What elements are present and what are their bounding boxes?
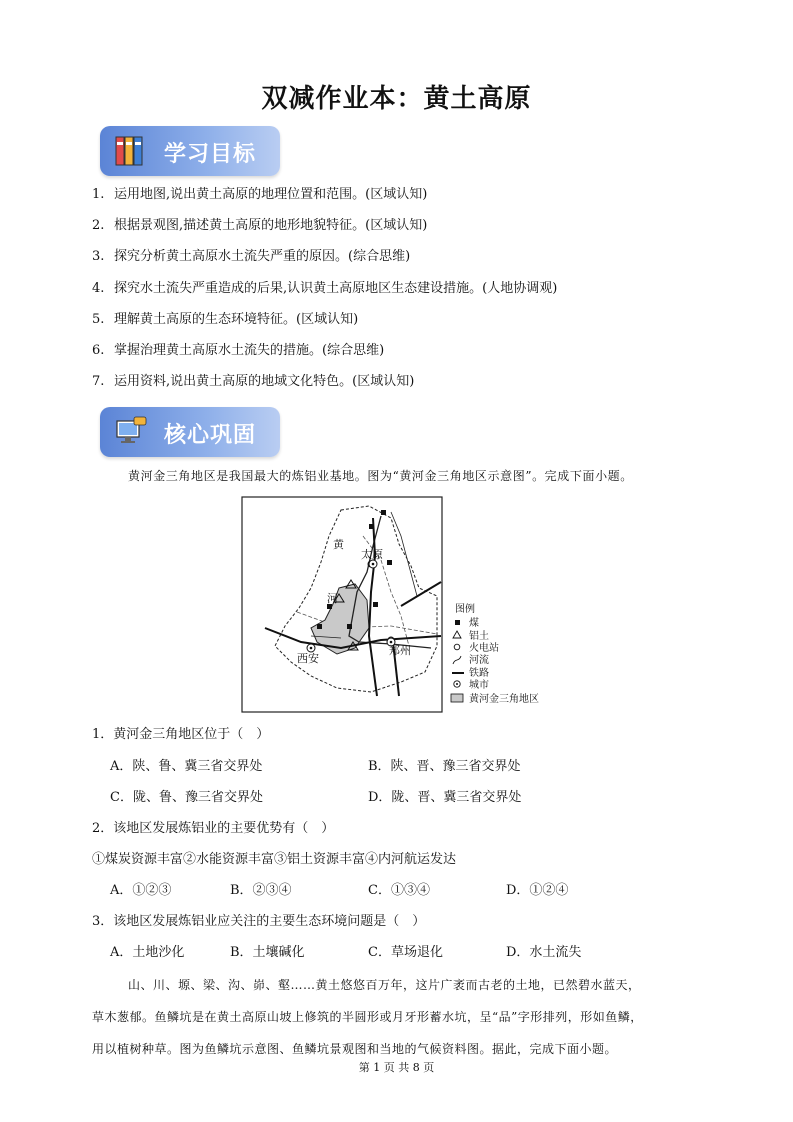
- question-3-option-a[interactable]: A．土地沙化: [110, 945, 185, 960]
- coal-marker: [373, 602, 378, 607]
- objectives-banner: [100, 126, 280, 176]
- legend-golden-triangle: 黄河金三角地区: [469, 694, 539, 705]
- question-2-premise: ①煤炭资源丰富②水能资源丰富③铝土资源丰富④内河航运发达: [92, 852, 457, 867]
- question-2-stem: 2．该地区发展炼铝业的主要优势有（ ）: [92, 821, 335, 836]
- paragraph-line-3: 用以植树种草。图为鱼鳞坑示意图、鱼鳞坑景观图和当地的气候资料图。据此，完成下面小题。: [92, 1042, 618, 1056]
- question-1-option-a[interactable]: A．陕、鲁、冀三省交界处: [110, 759, 263, 774]
- objectives-label: 学习目标: [164, 142, 257, 167]
- coal-marker: [369, 524, 374, 529]
- list-item: 1. 运用地图,说出黄土高原的地理位置和范围。(区域认知): [92, 187, 428, 202]
- question-3-option-c[interactable]: C．草场退化: [368, 945, 443, 960]
- label-huang: 黄: [333, 538, 344, 551]
- map-figure: [241, 496, 559, 714]
- question-1-option-d[interactable]: D．陇、晋、冀三省交界处: [368, 790, 522, 805]
- core-banner: [100, 407, 280, 457]
- question-2-option-c[interactable]: C．①③④: [368, 883, 430, 898]
- question-3-stem: 3．该地区发展炼铝业应关注的主要生态环境问题是（ ）: [92, 914, 426, 929]
- list-item: 7. 运用资料,说出黄土高原的地域文化特色。(区域认知): [92, 374, 415, 390]
- label-he: 河: [327, 592, 338, 605]
- coal-marker: [317, 624, 322, 629]
- objectives-list: [92, 186, 557, 404]
- legend-coal: 煤: [469, 618, 479, 629]
- question-2-option-a[interactable]: A．①②③: [110, 883, 172, 898]
- core-label: 核心巩固: [164, 423, 257, 448]
- list-item: 3. 探究分析黄土高原水土流失严重的原因。(综合思维): [92, 249, 411, 265]
- legend-river: 河流: [469, 655, 489, 666]
- legend-bauxite: 铝土: [469, 631, 489, 642]
- map-legend: [451, 602, 539, 705]
- list-item: 5. 理解黄土高原的生态环境特征。(区域认知): [92, 311, 359, 327]
- question-3-option-d[interactable]: D．水土流失: [506, 945, 582, 960]
- question-1-option-c[interactable]: C．陇、鲁、豫三省交界处: [110, 790, 263, 805]
- list-item: 4. 探究水土流失严重造成的后果,认识黄土高原地区生态建设措施。(人地协调观): [92, 280, 558, 296]
- question-3-option-b[interactable]: B．土壤碱化: [230, 945, 305, 960]
- question-1-stem: 1．黄河金三角地区位于（ ）: [92, 727, 270, 742]
- list-item: 2. 根据景观图,描述黄土高原的地形地貌特征。(区域认知): [92, 218, 428, 234]
- coal-marker: [381, 510, 386, 515]
- question-1-option-b[interactable]: B．陕、晋、豫三省交界处: [368, 759, 521, 774]
- legend-railway: 铁路: [469, 668, 489, 679]
- paragraph-line-1: 山、川、塬、梁、沟、峁、壑……黄土悠悠百万年，这片广袤而古老的土地，已然碧水蓝天，: [128, 978, 641, 992]
- legend-title: 图例: [455, 604, 475, 615]
- paragraph-line-2: 草木葱郁。鱼鳞坑是在黄土高原山坡上修筑的半圆形或月牙形蓄水坑，呈“品”字形排列，形如鱼鳞，: [92, 1010, 643, 1024]
- legend-city: 城市: [469, 680, 489, 691]
- coal-marker: [387, 560, 392, 565]
- page-title: 双减作业本：黄土高原: [261, 84, 532, 114]
- question-intro: 黄河金三角地区是我国最大的炼铝业基地。图为“黄河金三角地区示意图”。完成下面小题。: [128, 469, 633, 483]
- label-taiyuan: 太原: [361, 548, 383, 561]
- list-item: 6. 掌握治理黄土高原水土流失的措施。(综合思维): [92, 342, 385, 358]
- computer-icon: [114, 415, 148, 449]
- coal-marker: [347, 624, 352, 629]
- legend-power: 火电站: [469, 643, 499, 654]
- label-xian: 西安: [297, 652, 319, 665]
- question-2-option-d[interactable]: D．①②④: [506, 883, 569, 898]
- question-2-option-b[interactable]: B．②③④: [230, 883, 292, 898]
- books-icon: [114, 134, 148, 168]
- page-footer: 第 1 页 共 8 页: [358, 1061, 435, 1074]
- label-zhengzhou: 郑州: [389, 644, 411, 657]
